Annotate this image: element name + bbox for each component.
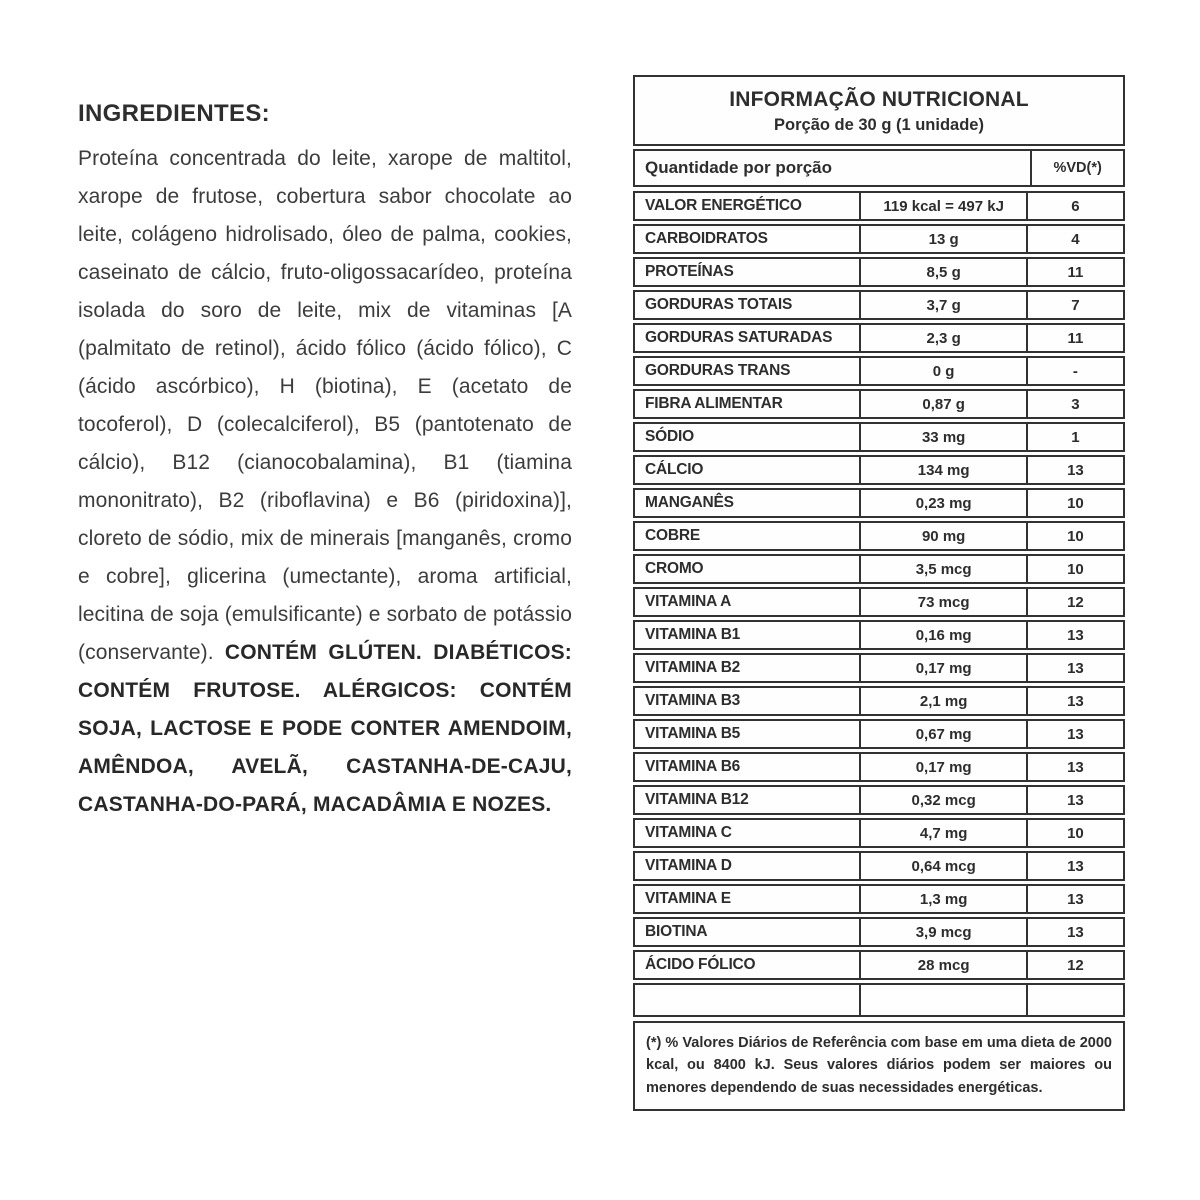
nutrition-facts-table (633, 75, 1125, 1114)
nutrient-quantity: 4,7 mg (859, 820, 1027, 846)
nutrient-name: GORDURAS SATURADAS (645, 329, 833, 346)
serving-size-subtitle: Porção de 30 g (1 unidade) (774, 116, 984, 134)
nutrient-vd-percent: 13 (1067, 857, 1084, 875)
nutrient-name: VITAMINA B6 (645, 758, 741, 775)
table-row (633, 554, 1125, 584)
nutrient-vd-percent: 11 (1067, 329, 1084, 347)
table-row (633, 422, 1125, 452)
nutrient-name: BIOTINA (645, 923, 708, 940)
nutrient-quantity: 28 mcg (859, 952, 1027, 978)
table-row (633, 257, 1125, 287)
nutrient-quantity: 13 g (859, 226, 1027, 252)
nutrient-vd-percent: 6 (1071, 197, 1080, 215)
nutrient-name: VITAMINA E (645, 890, 731, 907)
nutrient-quantity: 2,1 mg (859, 688, 1027, 714)
nutrient-quantity: 0 g (859, 358, 1027, 384)
nutrient-vd-percent: 11 (1067, 263, 1084, 281)
nutrient-quantity: 8,5 g (859, 259, 1027, 285)
nutrient-vd-percent: 13 (1067, 791, 1084, 809)
nutrient-quantity: 73 mcg (859, 589, 1027, 615)
allergen-warning: CONTÉM GLÚTEN. DIABÉTICOS: CONTÉM FRUTOSE. ALÉRGICOS: CONTÉM SOJA, LACTOSE E PODE CONTER AMENDOIM, AMÊNDOA, AVELÃ, CASTANHA-DE-CAJU, CASTANHA-DO-PARÁ, MACADÂMIA E NOZES. (78, 641, 573, 816)
nutrient-vd-percent: 1 (1071, 428, 1080, 446)
nutrient-quantity: 119 kcal = 497 kJ (859, 193, 1027, 219)
nutrient-name: VITAMINA B3 (645, 692, 741, 709)
nutrient-quantity: 3,5 mcg (859, 556, 1027, 582)
nutrient-vd-percent: 12 (1067, 593, 1084, 611)
nutrient-quantity: 90 mg (859, 523, 1027, 549)
nutrient-name: ÁCIDO FÓLICO (645, 956, 756, 973)
nutrient-vd-percent: 10 (1067, 560, 1084, 578)
nutrient-vd-percent: 13 (1067, 461, 1084, 479)
nutrient-name: VALOR ENERGÉTICO (645, 197, 802, 214)
table-row (633, 917, 1125, 947)
table-row (633, 587, 1125, 617)
table-row (633, 356, 1125, 386)
empty-cell (859, 985, 1027, 1015)
empty-row (633, 983, 1125, 1017)
nutrient-name: VITAMINA D (645, 857, 732, 874)
nutrient-quantity: 0,17 mg (859, 754, 1027, 780)
nutrient-name: MANGANÊS (645, 494, 734, 511)
nutrient-quantity: 3,7 g (859, 292, 1027, 318)
nutrient-quantity: 134 mg (859, 457, 1027, 483)
daily-values-footnote: (*) % Valores Diários de Referência com base em uma dieta de 2000 kcal, ou 8400 kJ. Seus valores diários podem ser maiores ou menores dependendo de suas necessidades energéticas. (633, 1021, 1125, 1111)
table-row (633, 389, 1125, 419)
nutrient-quantity: 3,9 mcg (859, 919, 1027, 945)
empty-cell (1028, 985, 1123, 1015)
nutrient-vd-percent: 10 (1067, 494, 1084, 512)
table-row (633, 719, 1125, 749)
nutrient-name: VITAMINA C (645, 824, 732, 841)
table-row (633, 521, 1125, 551)
nutrient-quantity: 33 mg (859, 424, 1027, 450)
nutrition-rows (633, 191, 1125, 980)
nutrient-name: PROTEÍNAS (645, 263, 734, 280)
table-row (633, 818, 1125, 848)
nutrient-name: VITAMINA A (645, 593, 732, 610)
nutrient-quantity: 0,87 g (859, 391, 1027, 417)
nutrient-name: VITAMINA B1 (645, 626, 741, 643)
nutrient-name: FIBRA ALIMENTAR (645, 395, 783, 412)
ingredients-body: Proteína concentrada do leite, xarope de maltitol, xarope de frutose, cobertura sabor chocolate ao leite, colágeno hidrolisado, óleo de palma, cookies, caseinato de cálcio, fruto-oligossacarídeo, proteína isolada do soro de leite, mix de vitaminas [A (palmitato de retinol), ácido fólico (ácido fólico), C (ácido ascórbico), H (biotina), E (acetato de tocoferol), D (colecalciferol), B5 (pantotenato de cálcio), B12 (cianocobalamina), B1 (tiamina mononitrato), B2 (riboflavina) e B6 (piridoxina)], cloreto de sódio, mix de minerais [manganês, cromo e cobre], glicerina (umectante), aroma artificial, lecitina de soja (emulsificante) e sorbato de potássio (conservante). (78, 147, 572, 664)
table-row (633, 323, 1125, 353)
nutrition-table-title: INFORMAÇÃO NUTRICIONAL (729, 88, 1029, 111)
column-header-quantity: Quantidade por porção (645, 158, 833, 177)
nutrient-name: VITAMINA B12 (645, 791, 749, 808)
nutrient-quantity: 0,16 mg (859, 622, 1027, 648)
nutrient-vd-percent: 13 (1067, 725, 1084, 743)
nutrient-vd-percent: 10 (1067, 824, 1084, 842)
nutrient-vd-percent: 10 (1067, 527, 1084, 545)
nutrient-quantity: 0,32 mcg (859, 787, 1027, 813)
nutrient-name: VITAMINA B2 (645, 659, 741, 676)
nutrient-vd-percent: 13 (1067, 923, 1084, 941)
nutrient-name: SÓDIO (645, 428, 694, 445)
nutrient-vd-percent: 7 (1071, 296, 1080, 314)
table-row (633, 290, 1125, 320)
nutrition-table-header (633, 75, 1125, 146)
nutrient-name: COBRE (645, 527, 700, 544)
nutrient-vd-percent: 13 (1067, 890, 1084, 908)
table-row (633, 620, 1125, 650)
nutrient-vd-percent: 13 (1067, 692, 1084, 710)
nutrient-quantity: 0,17 mg (859, 655, 1027, 681)
nutrient-vd-percent: 12 (1067, 956, 1084, 974)
nutrient-vd-percent: 13 (1067, 626, 1084, 644)
nutrient-name: CÁLCIO (645, 461, 704, 478)
table-row (633, 785, 1125, 815)
table-row (633, 191, 1125, 221)
table-row (633, 851, 1125, 881)
column-header-vd: %VD(*) (1030, 151, 1123, 185)
nutrient-quantity: 0,67 mg (859, 721, 1027, 747)
nutrient-quantity: 2,3 g (859, 325, 1027, 351)
empty-cell (635, 985, 859, 1015)
nutrient-name: GORDURAS TOTAIS (645, 296, 793, 313)
nutrient-name: GORDURAS TRANS (645, 362, 791, 379)
table-row (633, 686, 1125, 716)
nutrient-quantity: 1,3 mg (859, 886, 1027, 912)
nutrient-name: VITAMINA B5 (645, 725, 741, 742)
nutrient-name: CROMO (645, 560, 704, 577)
nutrient-vd-percent: 4 (1071, 230, 1080, 248)
ingredients-text (78, 140, 572, 824)
table-row (633, 950, 1125, 980)
column-header-row (633, 149, 1125, 187)
nutrient-vd-percent: 13 (1067, 758, 1084, 776)
ingredients-title: INGREDIENTES: (78, 100, 270, 127)
ingredients-section (78, 100, 572, 824)
nutrient-vd-percent: 3 (1071, 395, 1080, 413)
table-row (633, 488, 1125, 518)
table-row (633, 752, 1125, 782)
nutrient-vd-percent: 13 (1067, 659, 1084, 677)
table-row (633, 455, 1125, 485)
nutrient-vd-percent: - (1072, 362, 1078, 380)
nutrient-quantity: 0,23 mg (859, 490, 1027, 516)
table-row (633, 884, 1125, 914)
nutrient-name: CARBOIDRATOS (645, 230, 768, 247)
nutrient-quantity: 0,64 mcg (859, 853, 1027, 879)
table-row (633, 653, 1125, 683)
table-row (633, 224, 1125, 254)
